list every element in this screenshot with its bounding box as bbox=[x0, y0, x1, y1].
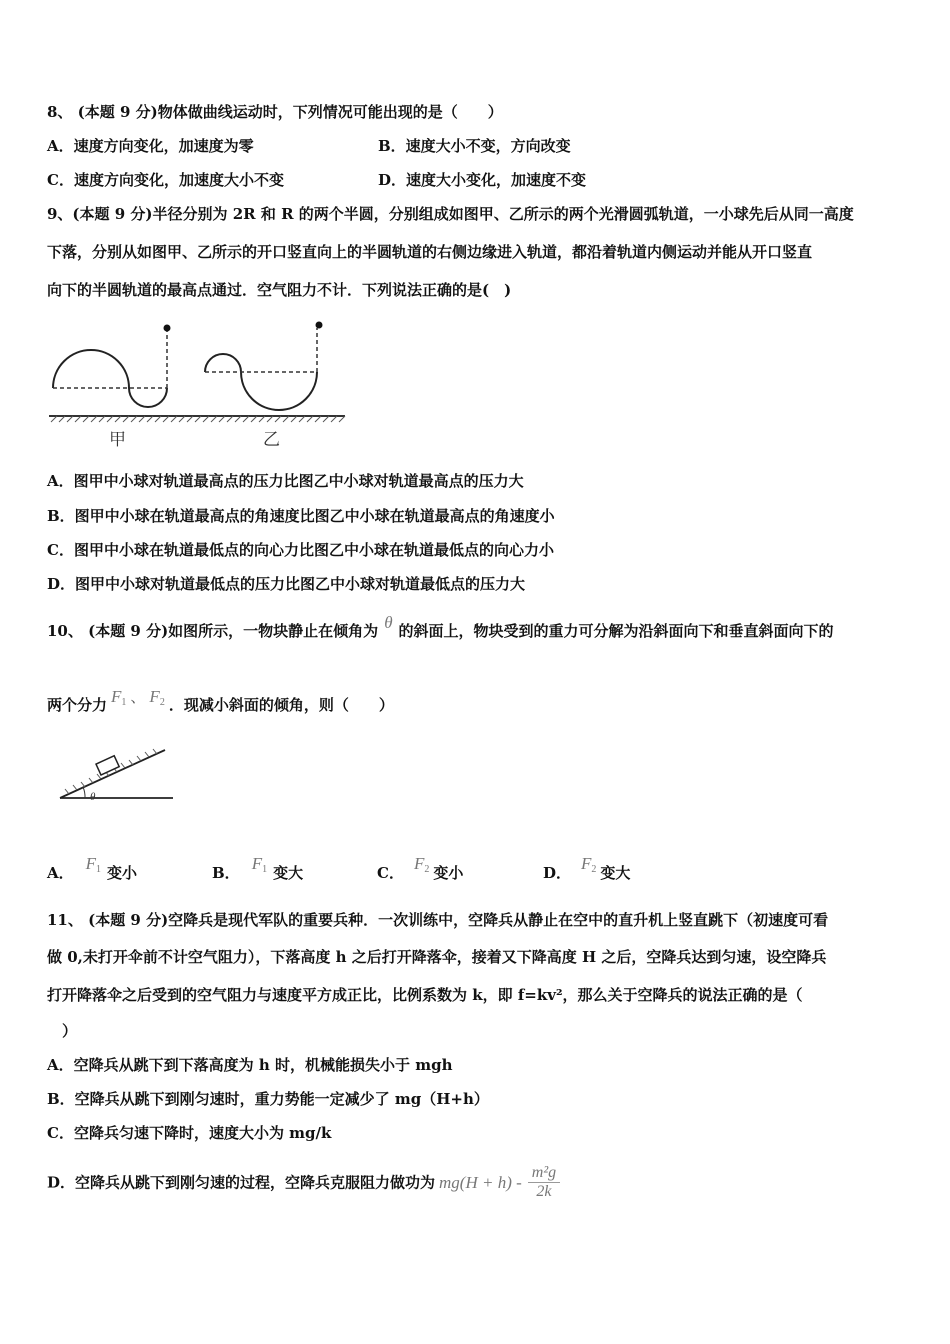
q11-option-d bbox=[47, 1164, 560, 1210]
q10-option-d-force-subscript: 2 bbox=[591, 864, 597, 875]
q10-option-b bbox=[212, 854, 304, 890]
q11-option-b: B．空降兵从跳下到刚匀速时，重力势能一定减少了 mg（H+h） bbox=[47, 1090, 489, 1108]
q11-option-a: A．空降兵从跳下到下落高度为 h 时，机械能损失小于 mgh bbox=[47, 1056, 453, 1074]
f1-symbol: F bbox=[111, 687, 122, 706]
q10-option-d-text: 变大 bbox=[600, 864, 631, 882]
q9-option-b: B．图甲中小球在轨道最高点的角速度比图乙中小球在轨道最高点的角速度小 bbox=[47, 507, 555, 525]
q10-stem-line2-a: 两个分力 bbox=[47, 696, 108, 714]
q11-option-d-fraction bbox=[528, 1164, 560, 1201]
theta-symbol: θ bbox=[384, 613, 393, 632]
q10-stem-line1-b: 的斜面上，物块受到的重力可分解为沿斜面向下和垂直斜面向下的 bbox=[398, 622, 834, 640]
fig-label-jia: 甲 bbox=[109, 430, 126, 448]
f2-symbol: F bbox=[149, 687, 160, 706]
q10-option-d-force bbox=[581, 854, 596, 873]
q11-option-d-expression: mg(H + h) - bbox=[439, 1172, 522, 1192]
q10-option-b-letter: B． bbox=[212, 864, 240, 882]
q10-option-d bbox=[543, 854, 631, 890]
q11-stem-line1: 11、 (本题 9 分)空降兵是现代军队的重要兵种．一次训练中，空降兵从静止在空中的直升机上竖直跳下（初速度可看 bbox=[47, 911, 829, 929]
q10-option-c-text: 变小 bbox=[433, 864, 464, 882]
force-f1 bbox=[111, 687, 126, 706]
q9-stem-line3: 向下的半圆轨道的最高点通过．空气阻力不计．下列说法正确的是( ) bbox=[47, 281, 512, 299]
q9-stem-line1: 9、(本题 9 分)半径分别为 2R 和 R 的两个半圆，分别组成如图甲、乙所示的两个光滑圆弧轨道，一小球先后从同一高度 bbox=[47, 205, 854, 223]
q10-option-a-force bbox=[86, 854, 101, 873]
force-f2 bbox=[149, 687, 164, 706]
q10-stem-line2-b: ．现减小斜面的倾角，则（ ） bbox=[168, 696, 394, 714]
q10-option-a-force-subscript: 1 bbox=[96, 864, 102, 875]
q10-option-c-force-subscript: 2 bbox=[424, 864, 430, 875]
q9-option-c: C．图甲中小球在轨道最低点的向心力比图乙中小球在轨道最低点的向心力小 bbox=[47, 541, 554, 559]
q10-option-c-letter: C． bbox=[377, 864, 404, 882]
q8-option-c: C．速度方向变化，加速度大小不变 bbox=[47, 171, 284, 189]
q10-option-c bbox=[377, 854, 464, 890]
f2-subscript: 2 bbox=[159, 697, 165, 708]
q8-option-b: B．速度大小不变，方向改变 bbox=[378, 137, 571, 155]
q11-stem-line4: ） bbox=[62, 1022, 78, 1040]
fraction-numerator: m²g bbox=[528, 1164, 560, 1183]
fig-label-yi: 乙 bbox=[263, 430, 280, 448]
q8-stem: 8、 (本题 9 分)物体做曲线运动时，下列情况可能出现的是（ ） bbox=[47, 103, 503, 121]
q10-option-b-force-symbol: F bbox=[251, 854, 263, 873]
q9-figure bbox=[45, 318, 355, 448]
q11-option-d-text: D．空降兵从跳下到刚匀速的过程，空降兵克服阻力做功为 bbox=[47, 1173, 436, 1192]
q10-option-c-force bbox=[414, 854, 429, 873]
q9-option-d: D．图甲中小球对轨道最低点的压力比图乙中小球对轨道最低点的压力大 bbox=[47, 575, 526, 593]
q10-option-b-force-subscript: 1 bbox=[262, 864, 268, 875]
q9-option-a: A．图甲中小球对轨道最高点的压力比图乙中小球对轨道最高点的压力大 bbox=[47, 472, 524, 490]
q8-option-a: A．速度方向变化，加速度为零 bbox=[47, 137, 254, 155]
q10-option-a-letter: A． bbox=[47, 864, 74, 882]
fraction-denominator: 2k bbox=[536, 1183, 552, 1200]
q10-option-b-force bbox=[252, 854, 267, 873]
q10-option-a-force-symbol: F bbox=[85, 854, 97, 873]
force-separator: 、 bbox=[130, 688, 146, 706]
q11-stem-line2: 做 0,未打开伞前不计空气阻力），下落高度 h 之后打开降落伞，接着又下降高度 H 之后，空降兵达到匀速，设空降兵 bbox=[47, 948, 827, 966]
q10-option-b-text: 变大 bbox=[273, 864, 304, 882]
q11-option-c: C．空降兵匀速下降时，速度大小为 mg/k bbox=[47, 1124, 332, 1142]
q9-stem-line2: 下落，分别从如图甲、乙所示的开口竖直向上的半圆轨道的右侧边缘进入轨道，都沿着轨道内侧运动并能从开口竖直 bbox=[47, 243, 813, 261]
q8-option-d: D．速度大小变化，加速度不变 bbox=[378, 171, 587, 189]
q10-option-c-force-symbol: F bbox=[413, 854, 425, 873]
q10-option-d-force-symbol: F bbox=[581, 854, 592, 873]
q10-stem-line1-a: 10、 (本题 9 分)如图所示，一物块静止在倾角为 bbox=[47, 622, 379, 640]
q10-stem-line2 bbox=[47, 687, 394, 722]
q10-stem-line1 bbox=[47, 613, 834, 642]
q10-option-a-text: 变小 bbox=[107, 864, 138, 882]
f1-subscript: 1 bbox=[121, 697, 127, 708]
q10-option-d-letter: D． bbox=[543, 864, 572, 882]
q10-option-a bbox=[47, 854, 138, 890]
q11-stem-line3: 打开降落伞之后受到的空气阻力与速度平方成正比，比例系数为 k，即 f=kv²，那么关于空降兵的说法正确的是（ bbox=[47, 986, 803, 1004]
q10-incline-figure bbox=[55, 740, 185, 810]
incline-angle-theta: θ bbox=[90, 791, 96, 803]
